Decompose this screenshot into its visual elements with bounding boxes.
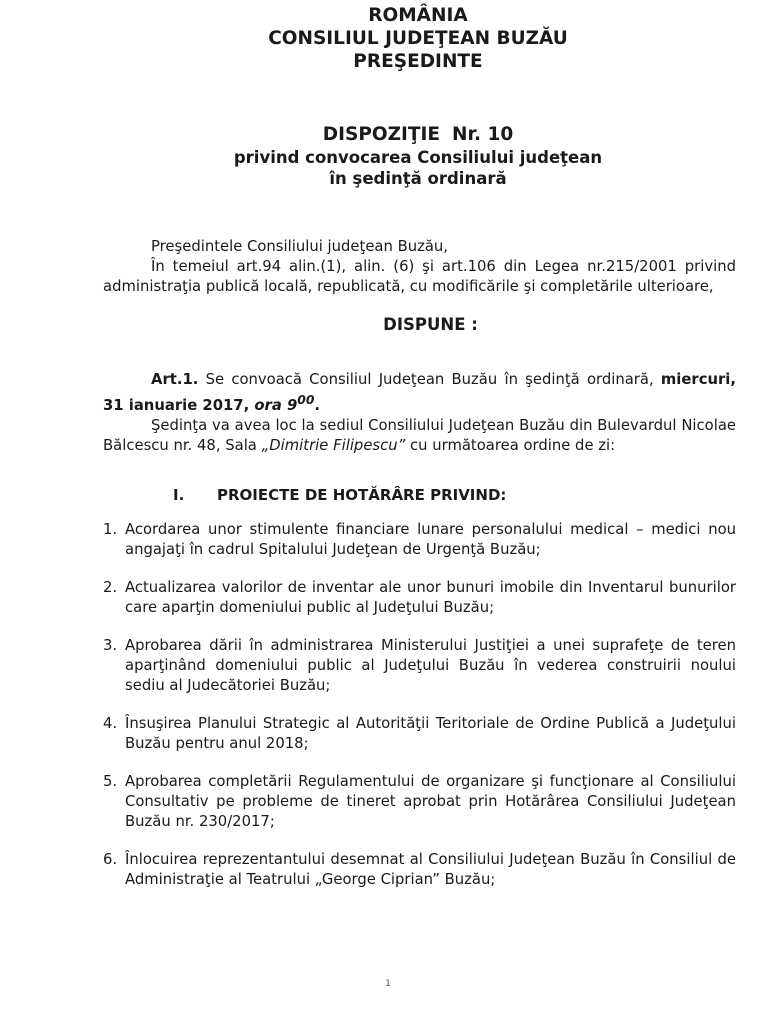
list-item: [103, 850, 736, 890]
article-1-text: Se convoacă Consiliul Judeţean Buzău în şedinţă ordinară,: [198, 371, 661, 388]
intro-paragraph-2: În temeiul art.94 alin.(1), alin. (6) şi art.106 din Legea nr.215/2001 privind administraţia publică locală, republicată, cu modificările şi completările ulterioare,: [103, 258, 736, 295]
article-1-paragraph-1: [103, 370, 736, 416]
page-number: 1: [385, 979, 391, 989]
item-text: Însuşirea Planului Strategic al Autorităţii Teritoriale de Ordine Publică a Judeţului Buzău pentru anul 2018;: [125, 714, 736, 752]
section-number: I.: [173, 485, 185, 504]
article-1: [103, 370, 736, 456]
dispune-heading: DISPUNE :: [383, 315, 478, 334]
session-date: miercuri, 31 ianuarie 2017,: [103, 371, 736, 414]
session-hour-minutes: 00: [297, 393, 315, 407]
header-office: PREŞEDINTE: [353, 51, 483, 72]
item-text: Aprobarea completării Regulamentului de organizare şi funcţionare al Consiliului Consultativ pe probleme de tineret aprobat prin Hotărârea Consiliului Judeţean Buzău nr. 230/2017;: [125, 772, 736, 830]
session-dot: .: [314, 396, 321, 414]
session-hour: ora 9: [249, 396, 298, 414]
title-subtitle-2: în şedinţă ordinară: [329, 169, 507, 188]
venue-text-b: cu următoarea ordine de zi:: [405, 436, 616, 454]
title-main: DISPOZIŢIE: [322, 124, 441, 145]
header-country: ROMÂNIA: [368, 5, 468, 26]
item-text: Actualizarea valorilor de inventar ale unor bunuri imobile din Inventarul bunurilor care aparţin domeniului public al Judeţului Buzău;: [125, 578, 736, 616]
article-1-paragraph-2: [103, 416, 736, 456]
title-subtitle-1: privind convocarea Consiliului judeţean: [233, 148, 603, 167]
document-title: [0, 123, 776, 189]
item-text: Înlocuirea reprezentantului desemnat al Consiliului Judeţean Buzău în Consiliul de Administraţie al Teatrului „George Ciprian” Buzău;: [125, 850, 736, 888]
list-item: [103, 520, 736, 560]
list-item: [103, 714, 736, 754]
agenda-list: [103, 520, 736, 890]
list-item: [103, 772, 736, 832]
item-number: 2.: [103, 578, 118, 596]
item-number: 6.: [103, 850, 118, 868]
item-text: Aprobarea dării în administrarea Ministerului Justiţiei a unei suprafeţe de teren aparţinând domeniului public al Judeţului Buzău în vederea construirii noului sediu al Judecătoriei Buzău;: [125, 636, 736, 694]
item-number: 1.: [103, 520, 118, 538]
header-institution: CONSILIUL JUDEŢEAN BUZĂU: [268, 28, 568, 49]
venue-hall: „Dimitrie Filipescu”: [261, 436, 406, 454]
section-heading: [103, 486, 736, 504]
item-number: 5.: [103, 772, 118, 790]
item-number: 4.: [103, 714, 118, 732]
section-title: PROIECTE DE HOTĂRÂRE PRIVIND:: [217, 485, 507, 504]
item-number: 3.: [103, 636, 118, 654]
intro-paragraph-1: Preşedintele Consiliului judeţean Buzău,: [151, 238, 449, 255]
document-header: [0, 0, 776, 73]
title-number: Nr. 10: [452, 124, 514, 145]
list-item: [103, 636, 736, 696]
article-1-label: Art.1.: [151, 371, 199, 388]
intro-section: [103, 237, 736, 297]
list-item: [103, 578, 736, 618]
venue-text-a: Şedinţa va avea loc la sediul Consiliului Judeţean Buzău din Bulevardul Nicolae Bălcescu nr. 48, Sala: [103, 416, 736, 454]
item-text: Acordarea unor stimulente financiare lunare personalului medical – medici nou angajaţi în cadrul Spitalului Judeţean de Urgenţă Buzău;: [125, 520, 736, 558]
